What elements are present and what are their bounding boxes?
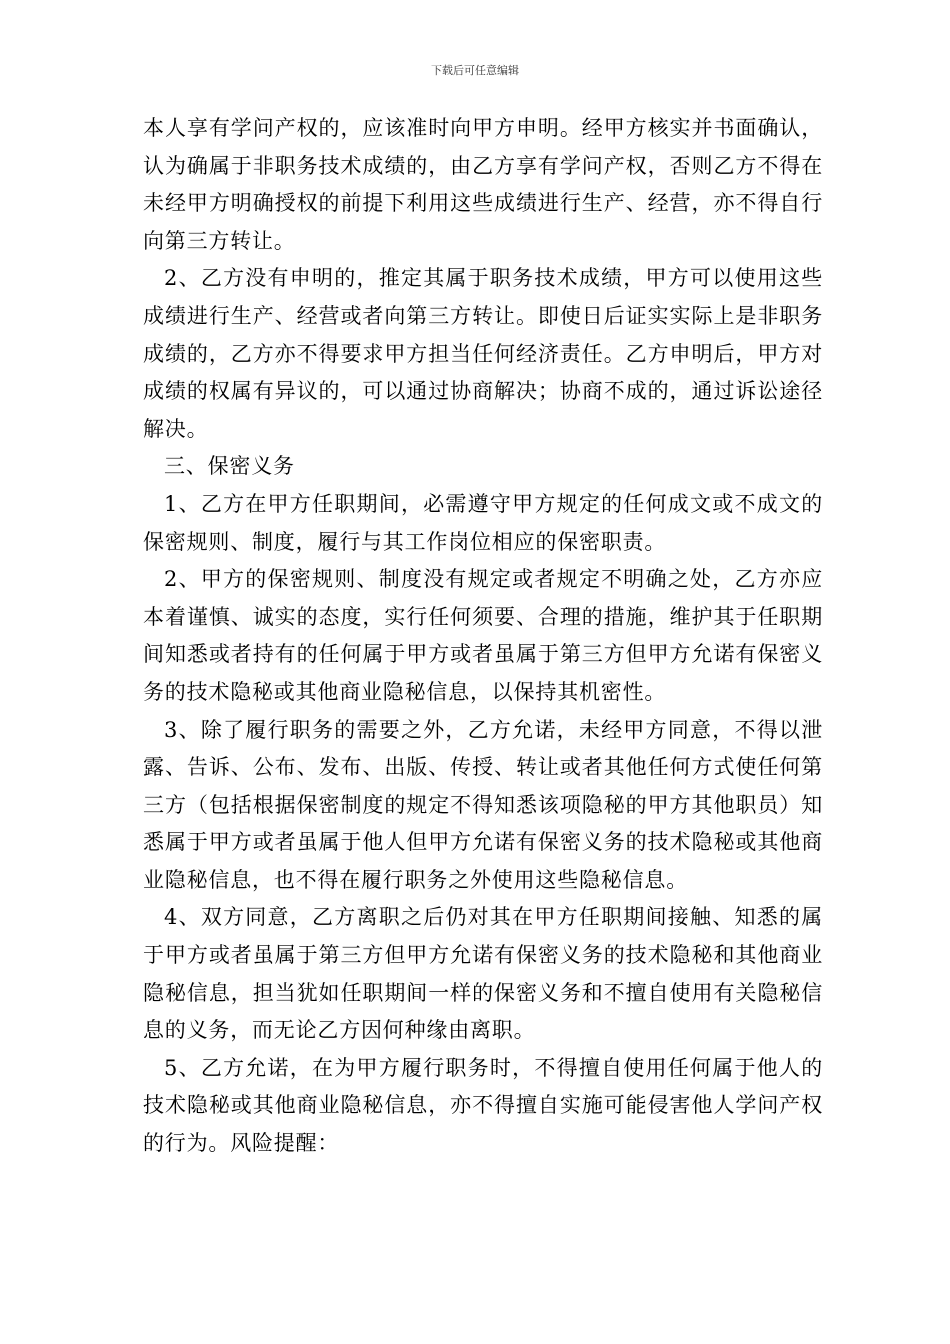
page-header: 下载后可任意编辑 <box>431 64 519 77</box>
paragraph-continuation: 本人享有学问产权的，应该准时向甲方申明。经甲方核实并书面确认，认为确属于非职务技术成绩的，由乙方享有学问产权，否则乙方不得在未经甲方明确授权的前提下利用这些成绩进行生产、经营，亦不得自行向第三方转让。 <box>143 116 823 253</box>
paragraph-confidentiality-5: 5、乙方允诺，在为甲方履行职务时，不得擅自使用任何属于他人的技术隐秘或其他商业隐秘信息，亦不得擅自实施可能侵害他人学问产权的行为。风险提醒： <box>143 1055 823 1156</box>
document-body <box>143 110 823 1163</box>
paragraph-confidentiality-4: 4、双方同意，乙方离职之后仍对其在甲方任职期间接触、知悉的属于甲方或者虽属于第三方但甲方允诺有保密义务的技术隐秘和其他商业隐秘信息，担当犹如任职期间一样的保密义务和不擅自使用有关隐秘信息的义务，而无论乙方因何种缘由离职。 <box>143 905 823 1043</box>
section-heading-confidentiality: 三、保密义务 <box>164 454 295 479</box>
paragraph-clause-2: 2、乙方没有申明的，推定其属于职务技术成绩，甲方可以使用这些成绩进行生产、经营或者向第三方转让。即使日后证实实际上是非职务成绩的，乙方亦不得要求甲方担当任何经济责任。乙方申明后，甲方对成绩的权属有异议的，可以通过协商解决；协商不成的，通过诉讼途径解决。 <box>143 266 823 441</box>
paragraph-confidentiality-1: 1、乙方在甲方任职期间，必需遵守甲方规定的任何成文或不成文的保密规则、制度，履行与其工作岗位相应的保密职责。 <box>143 491 823 554</box>
paragraph-confidentiality-3: 3、除了履行职务的需要之外，乙方允诺，未经甲方同意，不得以泄露、告诉、公布、发布、出版、传授、转让或者其他任何方式使任何第三方（包括根据保密制度的规定不得知悉该项隐秘的甲方其他职员）知悉属于甲方或者虽属于他人但甲方允诺有保密义务的技术隐秘或其他商业隐秘信息，也不得在履行职务之外使用这些隐秘信息。 <box>143 717 823 892</box>
paragraph-confidentiality-2: 2、甲方的保密规则、制度没有规定或者规定不明确之处，乙方亦应本着谨慎、诚实的态度，实行任何须要、合理的措施，维护其于任职期间知悉或者持有的任何属于甲方或者虽属于第三方但甲方允诺有保密义务的技术隐秘或其他商业隐秘信息，以保持其机密性。 <box>143 567 823 704</box>
